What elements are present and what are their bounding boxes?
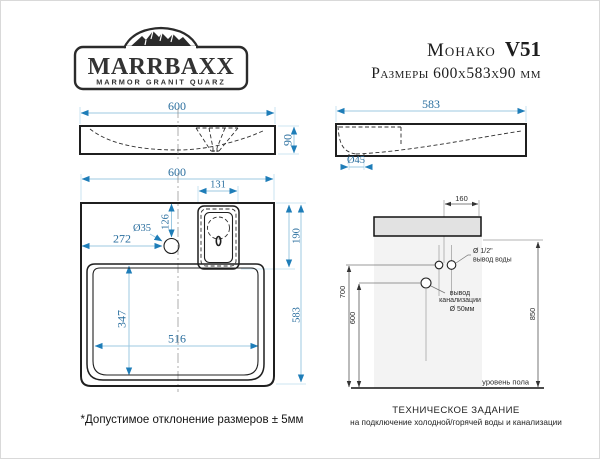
water-note-line2: вывод воды: [473, 256, 512, 264]
water-note-line1: Ø 1/2": [473, 248, 493, 255]
model-code: V51: [504, 37, 541, 61]
dim-faucet-hole: Ø35: [132, 223, 152, 234]
dim-side-depth: 583: [422, 97, 440, 111]
washboard-area: [198, 206, 239, 269]
spec-title: ТЕХНИЧЕСКОЕ ЗАДАНИЕ: [392, 405, 520, 416]
floor-label: уровень пола: [482, 377, 529, 387]
brand-name: MARRBAXX: [87, 54, 235, 80]
side-body-outline: [336, 124, 526, 156]
brand-logo: [73, 27, 249, 93]
top-body-outline: [81, 173, 274, 392]
front-view-drawing: [59, 99, 304, 171]
dim-faucet-from-top: 126: [160, 214, 172, 230]
drain-slot: [216, 237, 220, 246]
dim-front-width: 600: [168, 99, 186, 113]
top-view-drawing: [59, 165, 311, 397]
dim-bowl-depth: 347: [114, 310, 129, 328]
side-drain-dimension: [342, 155, 371, 170]
dim-total-height: 850: [528, 307, 537, 321]
top-dimension-lines: [81, 165, 306, 384]
spec-note: [327, 405, 585, 427]
size-line: Размеры 600х583х90 мм: [371, 65, 541, 82]
dim-water-offset: 160: [455, 194, 468, 203]
faucet-hole: [164, 239, 179, 254]
side-view-drawing: [326, 99, 544, 177]
dim-water-height: 700: [338, 285, 347, 299]
dim-top-width: 600: [168, 165, 186, 179]
dim-bowl-width: 516: [168, 331, 186, 346]
dim-side-drain: Ø45: [346, 155, 366, 166]
dim-front-height: 90: [280, 134, 295, 146]
title-block: [371, 37, 541, 83]
sewage-note-line3: Ø 50мм: [449, 306, 475, 313]
brand-tagline: MARMOR GRANIT QUARZ: [96, 77, 226, 87]
model-line: [371, 37, 541, 62]
sink-silhouette: [374, 217, 481, 236]
side-dimension-lines: [336, 97, 526, 122]
dim-sewage-height: 600: [348, 311, 357, 325]
front-body-outline: [80, 108, 275, 161]
dim-faucet-from-left: 272: [113, 231, 131, 246]
dim-top-depth: 583: [291, 307, 303, 323]
dim-board-depth: 190: [291, 228, 303, 244]
sewage-note-line1: вывод: [449, 290, 471, 297]
spec-subtitle: на подключение холодной/горячей воды и канализации: [350, 418, 562, 427]
dim-board-width: 131: [210, 179, 226, 191]
tolerance-note: *Допустимое отклонение размеров ± 5мм: [80, 414, 304, 426]
sewage-note-line2: канализации: [439, 297, 481, 304]
model-name: Монако: [427, 40, 496, 61]
installation-drawing: [331, 193, 549, 396]
